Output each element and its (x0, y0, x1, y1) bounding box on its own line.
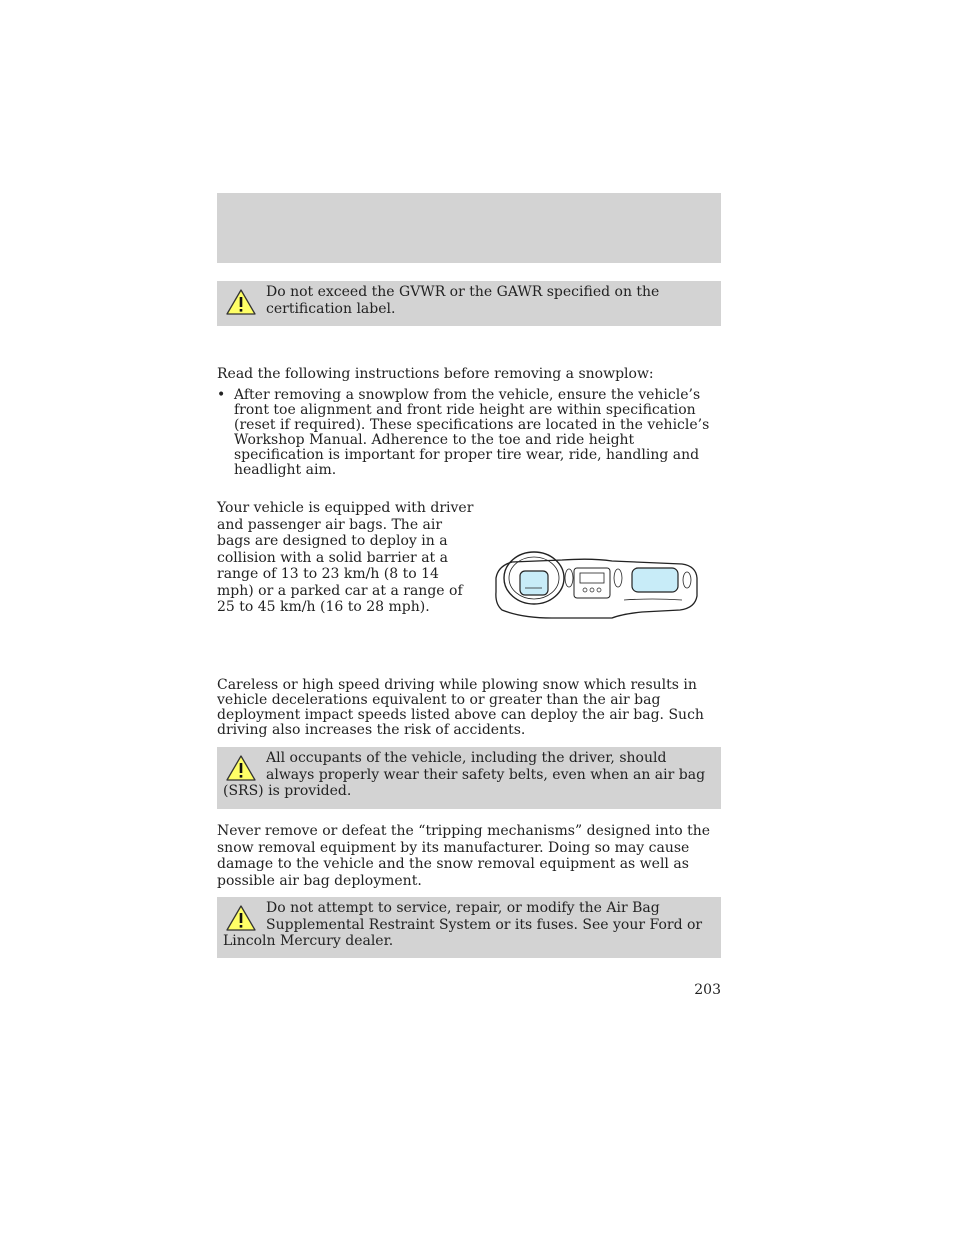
snowplow-bullet-text: After removing a snowplow from the vehicle, ensure the vehicle’s front toe alignment and front ride height are within specification (reset if required). These specifications are located in the vehicle’s Workshop Manual. Adherence to the toe and ride height specification is important for proper tire wear, ride, handling and headlight aim. (234, 387, 710, 478)
warning-text: Do not exceed the GVWR or the GAWR specified on the certification label. (266, 284, 660, 317)
warning-box-safety-belts (217, 747, 721, 809)
careless-driving-text: Careless or high speed driving while plowing snow which results in vehicle decelerations equivalent to or greater than the air bag deployment impact speeds listed above can deploy the air bag. Such driving also increases the risk of accidents. (217, 677, 704, 738)
warning-text: All occupants of the vehicle, including the driver, should always properly wear their safety belts, even when an air bag (SRS) is provided. (223, 750, 706, 799)
warning-triangle-icon (225, 754, 257, 782)
airbag-description: Your vehicle is equipped with driver and passenger air bags. The air bags are designed to deploy in a collision with a solid barrier at a range of 13 to 23 km/h (8 to 14 mph) or a parked car at a range of 25 to 45 km/h (16 to 28 mph). (217, 500, 474, 615)
snowplow-bullet-item (217, 388, 727, 478)
warning-triangle-icon (225, 904, 257, 932)
tripping-mechanism-text: Never remove or defeat the “tripping mechanisms” designed into the snow removal equipment by its manufacturer. Doing so may cause damage to the vehicle and the snow removal equipment as well as possible air bag deployment. (217, 823, 711, 889)
warning-text: Do not attempt to service, repair, or modify the Air Bag Supplemental Restraint System or its fuses. See your Ford or Lincoln Mercury dealer. (223, 900, 703, 949)
section-header-bar (217, 193, 721, 263)
warning-box-service (217, 897, 721, 958)
bullet-marker: • (217, 387, 226, 403)
snowplow-intro: Read the following instructions before removing a snowplow: (217, 366, 654, 382)
warning-triangle-icon (225, 288, 257, 316)
dashboard-airbag-illustration (492, 548, 700, 622)
warning-box-gvwr (217, 281, 721, 326)
page-number: 203 (694, 982, 721, 998)
